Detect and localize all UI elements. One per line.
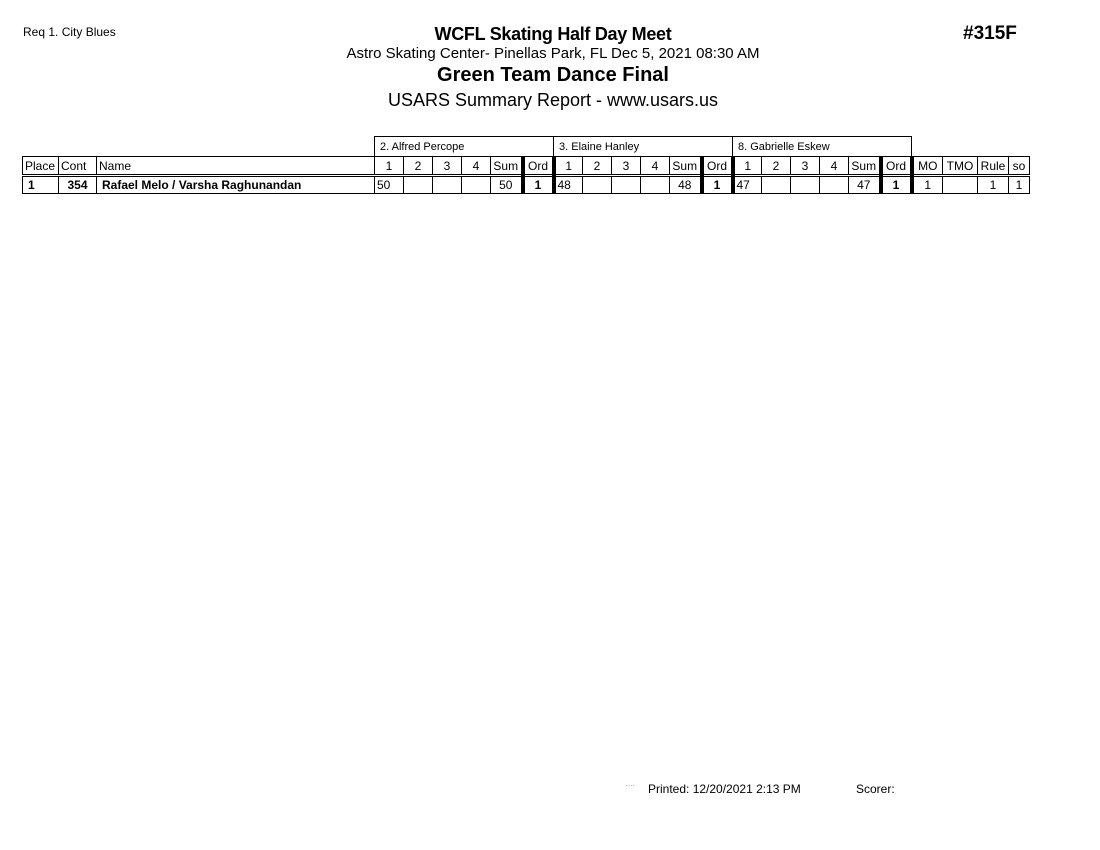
request-label: Req 1. City Blues	[23, 25, 116, 39]
score-cell	[433, 176, 462, 194]
col-mo: MO	[912, 157, 943, 176]
col-score-2: 2	[583, 157, 612, 176]
col-score-4: 4	[462, 157, 491, 176]
sum-cell: 50	[491, 176, 523, 194]
mo-cell: 1	[912, 176, 943, 194]
col-score-3: 3	[433, 157, 462, 176]
score-cell	[612, 176, 641, 194]
report-title: USARS Summary Report - www.usars.us	[387, 90, 719, 110]
score-cell	[762, 176, 791, 194]
col-score-2: 2	[762, 157, 791, 176]
name-cell: Rafael Melo / Varsha Raghunandan	[97, 176, 375, 194]
col-rule: Rule	[978, 157, 1009, 176]
col-score-4: 4	[820, 157, 849, 176]
score-cell	[583, 176, 612, 194]
col-score-1: 1	[375, 157, 404, 176]
tmo-cell	[943, 176, 978, 194]
col-sum: Sum	[670, 157, 702, 176]
score-cell	[404, 176, 433, 194]
col-score-1: 1	[733, 157, 762, 176]
footer-mark: ····	[626, 783, 635, 789]
col-ord: Ord	[702, 157, 733, 176]
so-cell: 1	[1009, 176, 1030, 194]
col-ord: Ord	[881, 157, 912, 176]
place-cell: 1	[23, 176, 59, 194]
col-score-3: 3	[612, 157, 641, 176]
score-cell	[641, 176, 670, 194]
printed-timestamp: Printed: 12/20/2021 2:13 PM	[648, 782, 801, 796]
cont-cell: 354	[59, 176, 97, 194]
ord-cell: 1	[702, 176, 733, 194]
ord-cell: 1	[523, 176, 554, 194]
col-sum: Sum	[849, 157, 881, 176]
meet-location-date: Astro Skating Center- Pinellas Park, FL Dec 5, 2021 08:30 AM	[346, 45, 760, 62]
column-header-row	[23, 157, 1030, 176]
score-cell	[820, 176, 849, 194]
judge-header: 2. Alfred Percope	[375, 137, 554, 157]
event-title: Green Team Dance Final	[437, 64, 669, 86]
judge-header: 3. Elaine Hanley	[554, 137, 733, 157]
col-cont: Cont	[59, 157, 97, 176]
score-cell	[462, 176, 491, 194]
table-row	[23, 176, 1030, 194]
score-cell: 47	[733, 176, 762, 194]
col-score-3: 3	[791, 157, 820, 176]
col-score-2: 2	[404, 157, 433, 176]
judge-header: 8. Gabrielle Eskew	[733, 137, 912, 157]
score-cell: 48	[554, 176, 583, 194]
sum-cell: 47	[849, 176, 881, 194]
scorer-label: Scorer:	[856, 782, 895, 796]
judge-header-row	[23, 137, 1030, 157]
col-name: Name	[97, 157, 375, 176]
col-score-4: 4	[641, 157, 670, 176]
col-so: so	[1009, 157, 1030, 176]
col-ord: Ord	[523, 157, 554, 176]
score-cell: 50	[375, 176, 404, 194]
col-score-1: 1	[554, 157, 583, 176]
col-sum: Sum	[491, 157, 523, 176]
meet-title: WCFL Skating Half Day Meet	[434, 24, 672, 44]
sum-cell: 48	[670, 176, 702, 194]
rule-cell: 1	[978, 176, 1009, 194]
col-place: Place	[23, 157, 59, 176]
col-tmo: TMO	[943, 157, 978, 176]
report-number: #315F	[963, 23, 1017, 44]
ord-cell: 1	[881, 176, 912, 194]
summary-table	[22, 136, 1030, 194]
score-cell	[791, 176, 820, 194]
